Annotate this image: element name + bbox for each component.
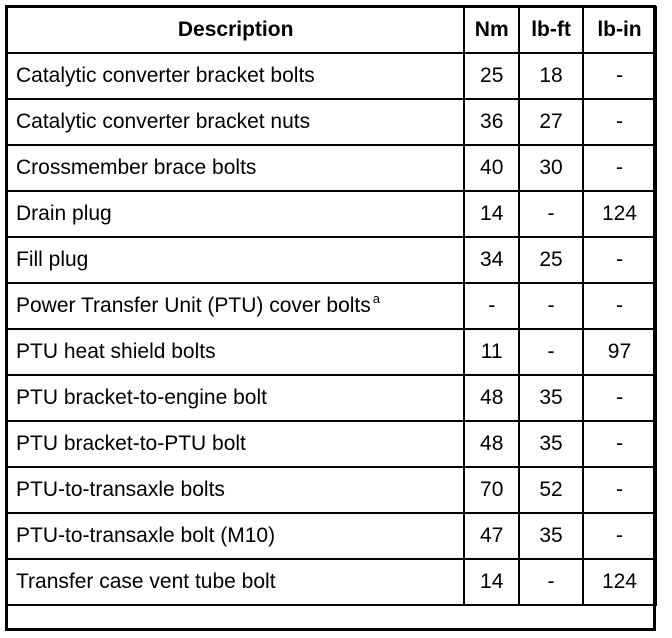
table-row [7,145,656,191]
column-header-lbft: lb-ft [519,7,583,53]
lbft-cell: 18 [519,53,583,99]
description-text: PTU heat shield bolts [16,340,216,363]
description-text: Catalytic converter bracket nuts [16,110,311,133]
nm-cell: 70 [464,467,519,513]
table-row [7,99,656,145]
nm-cell: 36 [464,99,519,145]
table-row [7,53,656,99]
description-text: Transfer case vent tube bolt [16,570,276,593]
table-row [7,329,656,375]
header-row [7,7,656,53]
description-cell [7,467,464,513]
nm-cell: 40 [464,145,519,191]
lbin-cell: 97 [583,329,656,375]
description-text: Drain plug [16,202,112,225]
description-cell [7,375,464,421]
nm-cell: 11 [464,329,519,375]
description-text: Power Transfer Unit (PTU) cover bolts [16,294,371,317]
table-row [7,237,656,283]
torque-spec-table [6,6,657,606]
table-row [7,375,656,421]
nm-cell: 14 [464,559,519,605]
lbft-cell: 25 [519,237,583,283]
lbin-cell: - [583,237,656,283]
description-text: PTU-to-transaxle bolt (M10) [16,524,276,547]
description-text: Catalytic converter bracket bolts [16,64,315,87]
lbin-cell: - [583,513,656,559]
column-header-lbin: lb-in [583,7,656,53]
nm-cell: 14 [464,191,519,237]
table-row [7,513,656,559]
column-header-description: Description [7,7,464,53]
description-cell [7,237,464,283]
description-cell [7,559,464,605]
description-text: Crossmember brace bolts [16,156,257,179]
description-cell [7,513,464,559]
nm-cell: 34 [464,237,519,283]
lbin-cell: - [583,375,656,421]
lbin-cell: - [583,467,656,513]
lbft-cell: - [519,283,583,329]
description-cell [7,145,464,191]
table-row [7,421,656,467]
lbft-cell: 35 [519,421,583,467]
description-text: PTU bracket-to-PTU bolt [16,432,246,455]
description-text: Fill plug [16,248,89,271]
description-text: PTU bracket-to-engine bolt [16,386,267,409]
lbft-cell: 52 [519,467,583,513]
lbft-cell: 35 [519,375,583,421]
nm-cell: 48 [464,421,519,467]
lbin-cell: - [583,421,656,467]
nm-cell: 48 [464,375,519,421]
lbft-cell: - [519,329,583,375]
description-cell [7,53,464,99]
lbin-cell: 124 [583,191,656,237]
nm-cell: 25 [464,53,519,99]
footnote-marker: a [372,291,380,306]
column-header-nm: Nm [464,7,519,53]
lbft-cell: - [519,191,583,237]
lbin-cell: - [583,53,656,99]
lbin-cell: - [583,145,656,191]
lbin-cell: 124 [583,559,656,605]
table-row [7,467,656,513]
lbin-cell: - [583,283,656,329]
description-text: PTU-to-transaxle bolts [16,478,225,501]
table-row [7,191,656,237]
description-cell [7,421,464,467]
nm-cell: - [464,283,519,329]
table-row [7,283,656,329]
nm-cell: 47 [464,513,519,559]
lbin-cell: - [583,99,656,145]
lbft-cell: - [519,559,583,605]
description-cell [7,191,464,237]
table-row [7,559,656,605]
lbft-cell: 27 [519,99,583,145]
description-cell [7,99,464,145]
description-cell [7,329,464,375]
description-cell [7,283,464,329]
lbft-cell: 30 [519,145,583,191]
lbft-cell: 35 [519,513,583,559]
